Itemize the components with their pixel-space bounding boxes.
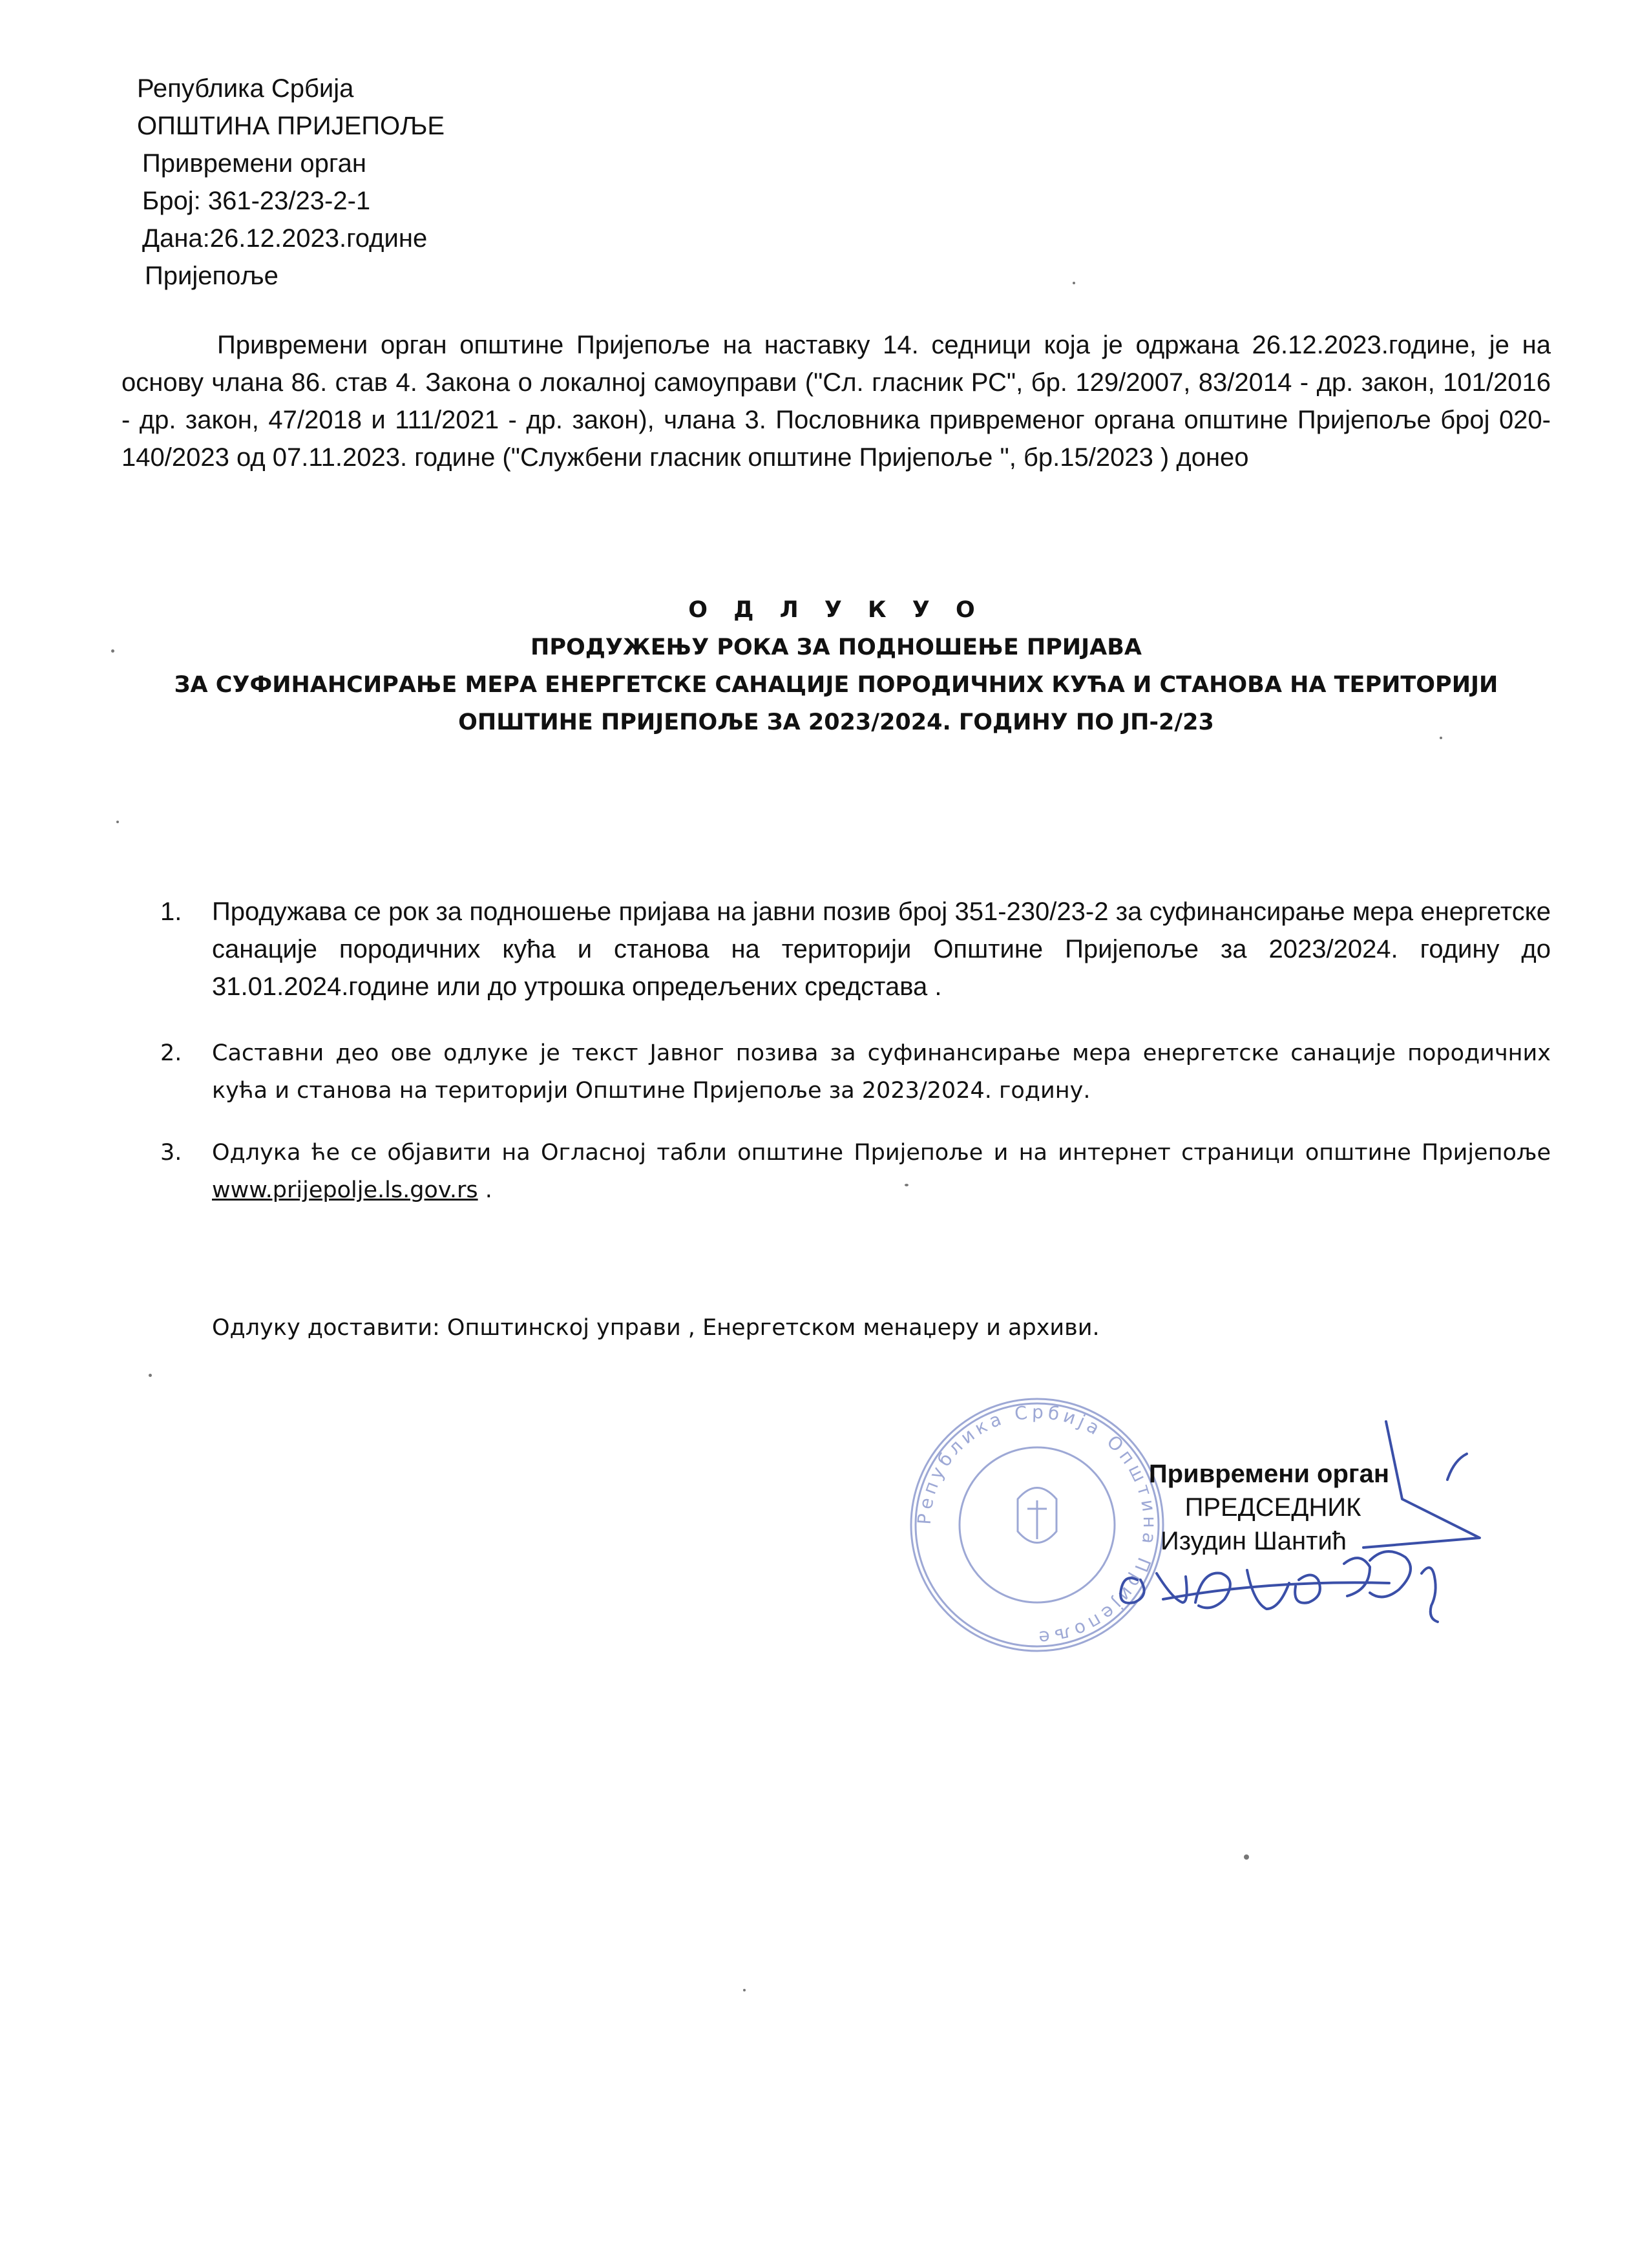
title-line-3: ЗА СУФИНАНСИРАЊЕ МЕРА ЕНЕРГЕТСКЕ САНАЦИЈЕ ПОРОДИЧНИХ КУЋА И СТАНОВА НА ТЕРИТОРИЈИ (174, 672, 1498, 698)
list-item (160, 1034, 1551, 1109)
scan-speck (1244, 1854, 1249, 1860)
item-text (212, 1134, 1551, 1209)
header-body: Привремени орган (142, 149, 366, 178)
scan-speck (149, 1374, 152, 1377)
document-header (137, 70, 445, 295)
item-text: Саставни део ове одлуке је текст Јавног позива за суфинансирање мера енергетске санације породичних кућа и станова на територији Општине Пријепоље за 2023/2024. годину. (212, 1040, 1551, 1104)
header-date: Дана:26.12.2023.године (142, 224, 428, 253)
header-number: Број: 361-23/23-2-1 (142, 187, 371, 215)
scan-speck (1440, 737, 1442, 739)
website-link[interactable]: www.prijepolje.ls.gov.rs (212, 1177, 478, 1203)
header-municipality: ОПШТИНА ПРИЈЕПОЉЕ (137, 112, 445, 140)
title-line-1: О Д Л У К У О (688, 597, 984, 623)
scan-speck (111, 649, 114, 653)
list-item (160, 1134, 1551, 1209)
header-country: Република Србија (137, 74, 354, 103)
list-item (160, 893, 1551, 1005)
handwritten-signature-icon (1086, 1409, 1499, 1654)
scan-speck (743, 1989, 746, 1991)
header-place: Пријепоље (145, 262, 278, 290)
signature-body: Привремени орган (1148, 1460, 1389, 1488)
title-line-2: ПРОДУЖЕЊУ РОКА ЗА ПОДНОШЕЊЕ ПРИЈАВА (530, 635, 1142, 660)
preamble-text: Привремени орган општине Пријепоље на наставку 14. седници која је одржана 26.12.2023.године, је на основу члана 86. став 4. Закона о локалној самоуправи ("Сл. гласник РС", бр. 129/2007, 83/2014 - др. закон, 101/2016 - др. закон, 47/2018 и 111/2021 - др. закон), члана 3. Пословника привременог органа општине Пријепоље број 020-140/2023 од 07.11.2023. године ("Службени гласник општине Пријепоље ", бр.15/2023 ) донео (121, 331, 1551, 472)
item-text-after: . (478, 1177, 492, 1203)
stamp-text: Република Србија Општина Пријепоље (913, 1401, 1161, 1649)
decision-items (160, 893, 1551, 1238)
item-number: 3. (160, 1140, 182, 1166)
item-number: 1. (160, 898, 182, 926)
signature-title: ПРЕДСЕДНИК (1184, 1493, 1361, 1522)
delivery-note: Одлуку доставити: Општинској управи , Енергетском менаџеру и архиви. (212, 1315, 1100, 1341)
preamble (121, 326, 1551, 476)
scan-speck (905, 1184, 909, 1186)
item-text-before: Одлука ће се објавити на Огласној табли општине Пријепоље и на интернет страници општине Пријепоље (212, 1140, 1551, 1166)
scan-speck (1073, 282, 1075, 284)
decision-title (121, 591, 1551, 741)
scan-speck (116, 821, 119, 823)
item-text: Продужава се рок за подношење пријава на јавни позив број 351-230/23-2 за суфинансирање мера енергетске санације породичних кућа и станова на територији Општине Пријепоље за 2023/2024. годину до 31.01.2024.године или до утрошка опредељених средстава . (212, 898, 1551, 1001)
signature-name: Изудин Шантић (1160, 1527, 1347, 1555)
title-line-4: ОПШТИНЕ ПРИЈЕПОЉЕ ЗА 2023/2024. ГОДИНУ ПО ЈП-2/23 (458, 709, 1214, 735)
item-number: 2. (160, 1040, 182, 1066)
